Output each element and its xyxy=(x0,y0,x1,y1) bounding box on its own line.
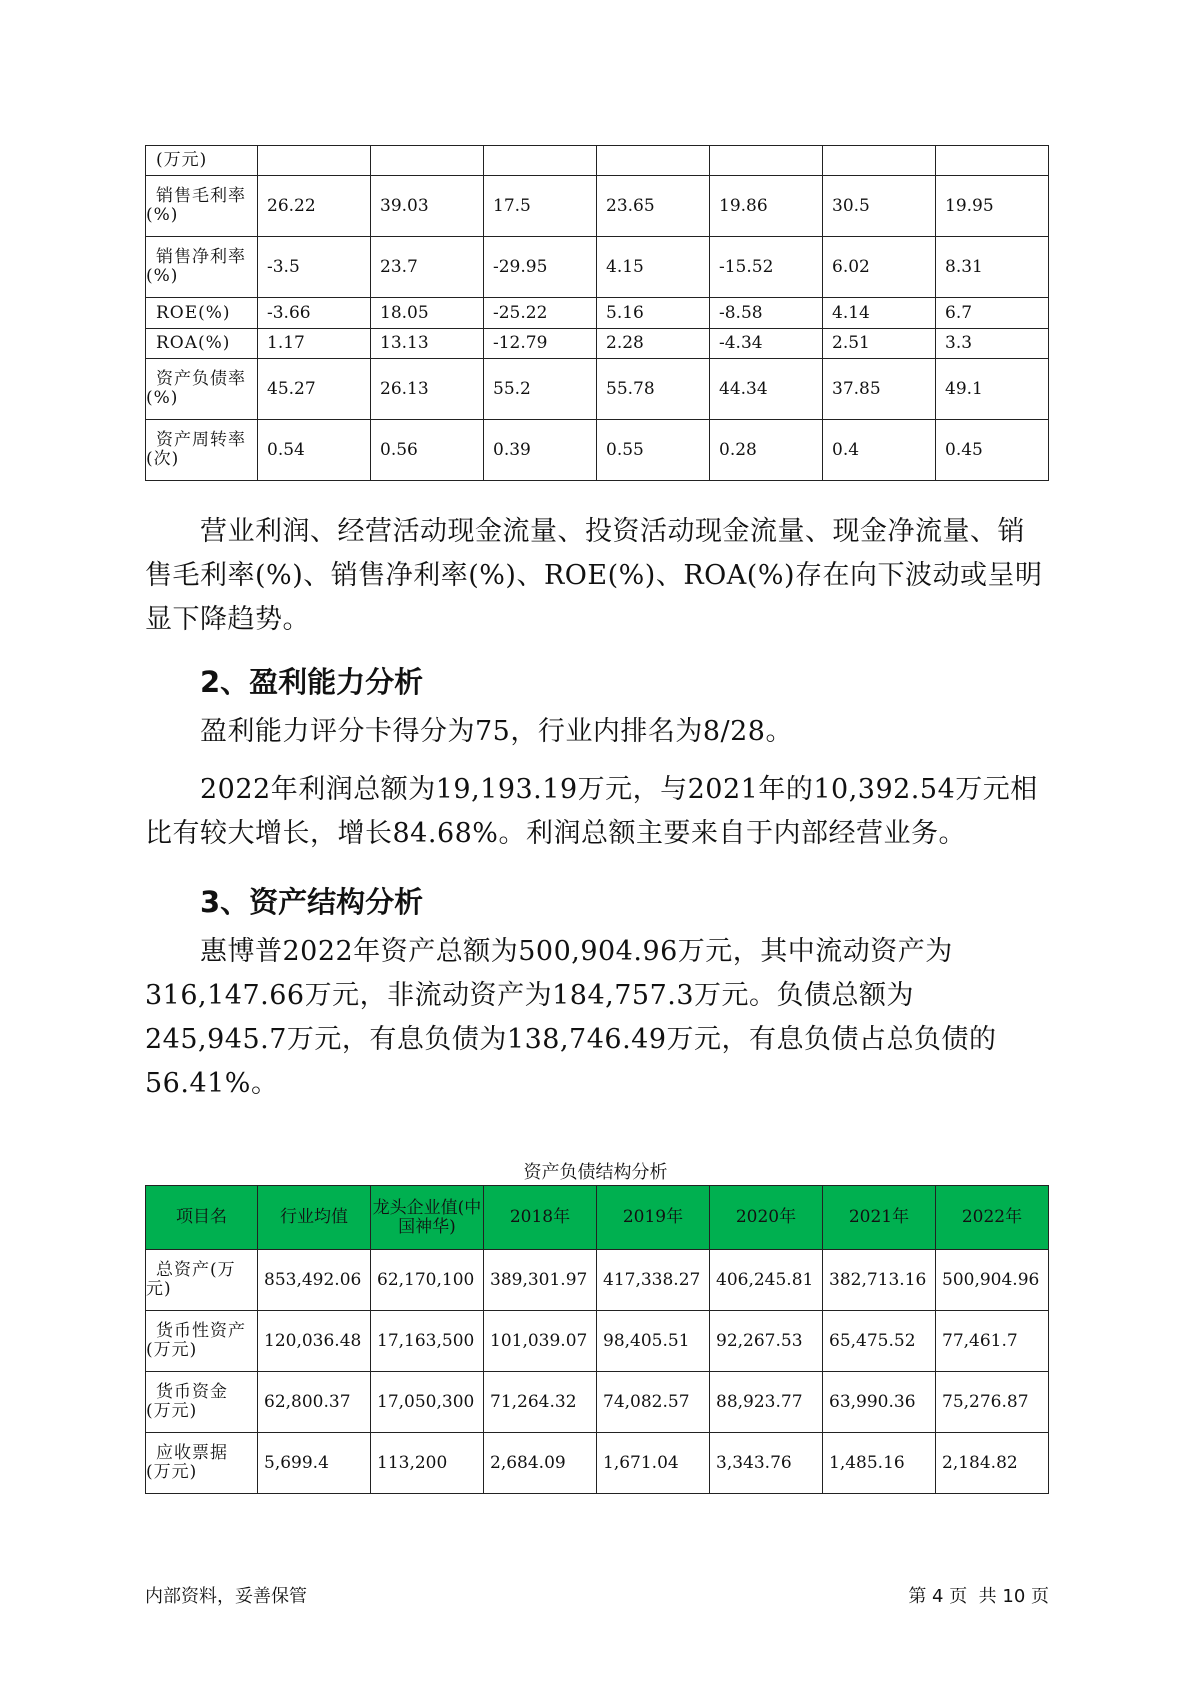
table-row xyxy=(146,329,1049,359)
row-label-line: 销售毛利率 xyxy=(156,186,246,206)
table-cell: 0.55 xyxy=(597,420,710,481)
table-cell: 389,301.97 xyxy=(484,1250,597,1311)
column-header: 2018年 xyxy=(484,1186,597,1250)
row-label xyxy=(146,237,258,298)
table-cell: 55.78 xyxy=(597,359,710,420)
row-label-line: 货币资金 xyxy=(156,1382,228,1402)
table-cell: -15.52 xyxy=(710,237,823,298)
column-header: 2021年 xyxy=(823,1186,936,1250)
table-cell: 17.5 xyxy=(484,176,597,237)
table-row xyxy=(146,1250,1049,1311)
table-header-row xyxy=(146,1186,1049,1250)
table-cell: 4.15 xyxy=(597,237,710,298)
table-cell: 1.17 xyxy=(258,329,371,359)
table-cell: 5,699.4 xyxy=(258,1433,371,1494)
row-label-line: (次) xyxy=(146,449,180,469)
table-cell: 19.95 xyxy=(936,176,1049,237)
table-cell: 0.28 xyxy=(710,420,823,481)
column-header: 2022年 xyxy=(936,1186,1049,1250)
row-label-line: ROA(%) xyxy=(156,333,231,353)
section-heading-asset-structure: 3、资产结构分析 xyxy=(200,885,424,919)
table-row xyxy=(146,1433,1049,1494)
table-row xyxy=(146,298,1049,329)
table-cell xyxy=(484,146,597,176)
table-cell: 63,990.36 xyxy=(823,1372,936,1433)
table-cell: 55.2 xyxy=(484,359,597,420)
row-label-line: (万元) xyxy=(156,150,208,170)
financial-ratio-table-body xyxy=(146,146,1049,481)
table-row xyxy=(146,146,1049,176)
row-label xyxy=(146,1311,258,1372)
table-cell: 92,267.53 xyxy=(710,1311,823,1372)
table-cell xyxy=(936,146,1049,176)
table-cell: 26.13 xyxy=(371,359,484,420)
table-cell: -4.34 xyxy=(710,329,823,359)
table-cell: 0.39 xyxy=(484,420,597,481)
table-cell: 406,245.81 xyxy=(710,1250,823,1311)
row-label xyxy=(146,359,258,420)
column-header: 项目名 xyxy=(146,1186,258,1250)
row-label xyxy=(146,146,258,176)
column-header: 2019年 xyxy=(597,1186,710,1250)
table-cell: 2,684.09 xyxy=(484,1433,597,1494)
table-cell: 2,184.82 xyxy=(936,1433,1049,1494)
table-cell: 62,800.37 xyxy=(258,1372,371,1433)
row-label xyxy=(146,1372,258,1433)
table-cell: 71,264.32 xyxy=(484,1372,597,1433)
table-row xyxy=(146,1372,1049,1433)
row-label-line: (万元) xyxy=(146,1462,198,1482)
row-label-line: 元) xyxy=(146,1279,172,1299)
table-row xyxy=(146,1311,1049,1372)
footer-confidential-note: 内部资料，妥善保管 xyxy=(145,1586,307,1607)
table-cell: -29.95 xyxy=(484,237,597,298)
financial-ratio-table xyxy=(145,145,1049,481)
column-header: 龙头企业值(中国神华) xyxy=(371,1186,484,1250)
table-cell: 0.56 xyxy=(371,420,484,481)
row-label-line: (万元) xyxy=(146,1401,198,1421)
table-cell: 101,039.07 xyxy=(484,1311,597,1372)
table-cell: 4.14 xyxy=(823,298,936,329)
table-cell: -8.58 xyxy=(710,298,823,329)
footer-page-number: 第 4 页 共 10 页 xyxy=(908,1586,1049,1607)
table-cell: 5.16 xyxy=(597,298,710,329)
table-cell: 500,904.96 xyxy=(936,1250,1049,1311)
table-cell: 19.86 xyxy=(710,176,823,237)
table-cell xyxy=(710,146,823,176)
table-cell: 417,338.27 xyxy=(597,1250,710,1311)
table-cell: 6.02 xyxy=(823,237,936,298)
table-cell: 6.7 xyxy=(936,298,1049,329)
column-header: 行业均值 xyxy=(258,1186,371,1250)
table-cell: 1,671.04 xyxy=(597,1433,710,1494)
asset-liability-table xyxy=(145,1185,1049,1494)
table-cell: 2.51 xyxy=(823,329,936,359)
table-cell: 3,343.76 xyxy=(710,1433,823,1494)
table-cell: 65,475.52 xyxy=(823,1311,936,1372)
table-cell: 1,485.16 xyxy=(823,1433,936,1494)
asset-liability-table-body xyxy=(146,1250,1049,1494)
table-cell: 98,405.51 xyxy=(597,1311,710,1372)
table-cell: 44.34 xyxy=(710,359,823,420)
table-cell xyxy=(258,146,371,176)
section-heading-profitability: 2、盈利能力分析 xyxy=(200,665,424,699)
row-label xyxy=(146,1250,258,1311)
table-cell xyxy=(371,146,484,176)
table-cell: 23.7 xyxy=(371,237,484,298)
table-row xyxy=(146,176,1049,237)
asset-structure-paragraph: 惠博普2022年资产总额为500,904.96万元，其中流动资产为316,147.66万元，非流动资产为184,757.3万元。负债总额为245,945.7万元，有息负债为138,746.49万元，有息负债占总负债的56.41%。 xyxy=(145,936,997,1099)
table-cell: 113,200 xyxy=(371,1433,484,1494)
table-cell: 75,276.87 xyxy=(936,1372,1049,1433)
table-cell: 17,050,300 xyxy=(371,1372,484,1433)
table-cell: 0.54 xyxy=(258,420,371,481)
row-label-line: 资产负债率 xyxy=(156,369,246,389)
table-cell: 382,713.16 xyxy=(823,1250,936,1311)
table-cell: 30.5 xyxy=(823,176,936,237)
table-cell: 74,082.57 xyxy=(597,1372,710,1433)
table-cell: 37.85 xyxy=(823,359,936,420)
table-cell: 0.45 xyxy=(936,420,1049,481)
table-cell: 120,036.48 xyxy=(258,1311,371,1372)
row-label xyxy=(146,1433,258,1494)
column-header: 2020年 xyxy=(710,1186,823,1250)
table-cell xyxy=(597,146,710,176)
row-label-line: (%) xyxy=(146,266,179,286)
row-label-line: 应收票据 xyxy=(156,1443,228,1463)
table-cell: -25.22 xyxy=(484,298,597,329)
table-cell: -3.66 xyxy=(258,298,371,329)
table-row xyxy=(146,420,1049,481)
table-cell: 88,923.77 xyxy=(710,1372,823,1433)
row-label xyxy=(146,420,258,481)
row-label-line: 总资产(万 xyxy=(156,1260,236,1280)
row-label-line: 资产周转率 xyxy=(156,430,246,450)
table-cell: 3.3 xyxy=(936,329,1049,359)
table-cell: 0.4 xyxy=(823,420,936,481)
profitability-score-paragraph: 盈利能力评分卡得分为75，行业内排名为8/28。 xyxy=(200,716,793,747)
row-label-line: (%) xyxy=(146,205,179,225)
profit-total-paragraph: 2022年利润总额为19,193.19万元，与2021年的10,392.54万元相比有较大增长，增长84.68%。利润总额主要来自于内部经营业务。 xyxy=(145,774,1038,849)
table-cell: 2.28 xyxy=(597,329,710,359)
table-cell: 77,461.7 xyxy=(936,1311,1049,1372)
table-cell: 853,492.06 xyxy=(258,1250,371,1311)
row-label-line: (%) xyxy=(146,388,179,408)
trend-paragraph: 营业利润、经营活动现金流量、投资活动现金流量、现金净流量、销售毛利率(%)、销售净利率(%)、ROE(%)、ROA(%)存在向下波动或呈明显下降趋势。 xyxy=(145,516,1043,635)
row-label-line: (万元) xyxy=(146,1340,198,1360)
table-cell: 62,170,100 xyxy=(371,1250,484,1311)
table-cell: 18.05 xyxy=(371,298,484,329)
row-label-line: 货币性资产 xyxy=(156,1321,246,1341)
table-caption: 资产负债结构分析 xyxy=(523,1162,668,1183)
table-cell: 13.13 xyxy=(371,329,484,359)
row-label xyxy=(146,329,258,359)
table-cell: 8.31 xyxy=(936,237,1049,298)
table-cell: 45.27 xyxy=(258,359,371,420)
row-label-line: 销售净利率 xyxy=(156,247,246,267)
table-cell: -12.79 xyxy=(484,329,597,359)
table-row xyxy=(146,237,1049,298)
table-cell: -3.5 xyxy=(258,237,371,298)
row-label-line: ROE(%) xyxy=(156,302,231,323)
row-label xyxy=(146,176,258,237)
table-cell xyxy=(823,146,936,176)
table-cell: 39.03 xyxy=(371,176,484,237)
table-row xyxy=(146,359,1049,420)
table-cell: 23.65 xyxy=(597,176,710,237)
row-label xyxy=(146,298,258,329)
table-cell: 26.22 xyxy=(258,176,371,237)
table-cell: 17,163,500 xyxy=(371,1311,484,1372)
table-cell: 49.1 xyxy=(936,359,1049,420)
